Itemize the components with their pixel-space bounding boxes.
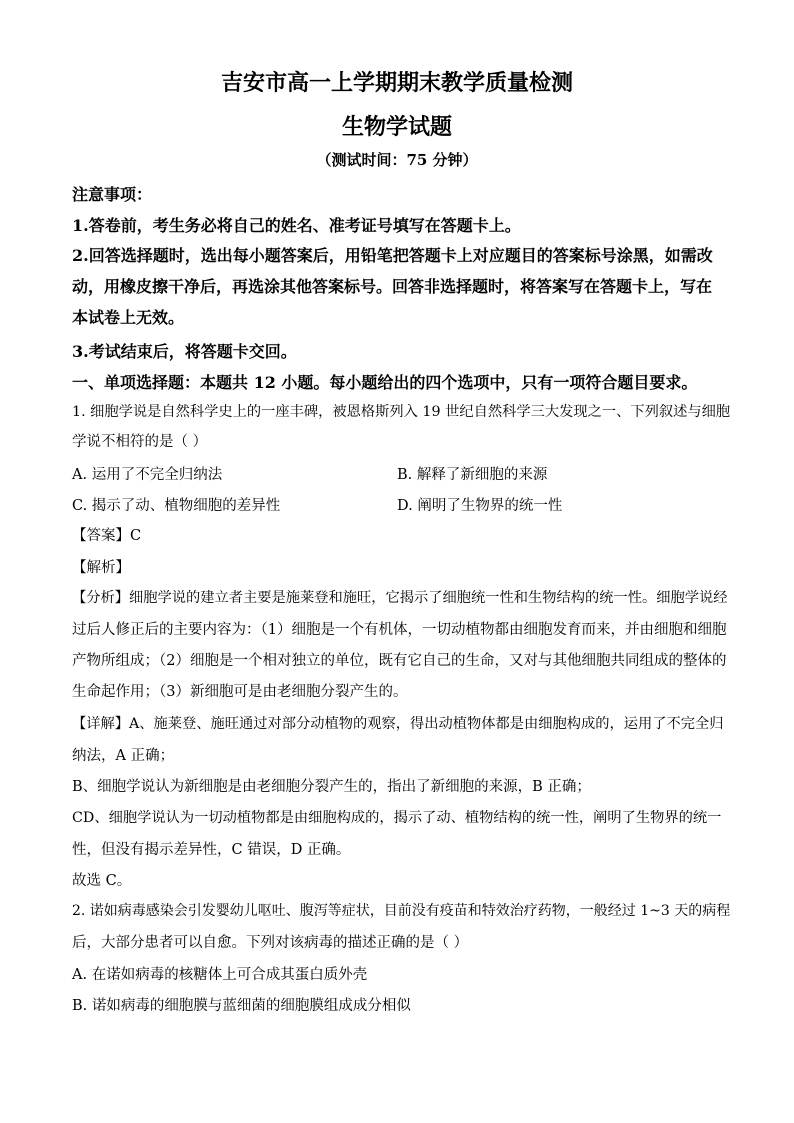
q1-stem-line-1: 1. 细胞学说是自然科学史上的一座丰碑，被恩格斯列入 19 世纪自然科学三大发现之一、下列叙述与细胞	[72, 404, 731, 420]
q1-detail-line-4: CD、细胞学说认为一切动植物都是由细胞构成的，揭示了动、植物结构的统一性，阐明了生物界的统一	[72, 810, 722, 826]
note-item-2-line-1: 2.回答选择题时，选出每小题答案后，用铅笔把答题卡上对应题目的答案标号涂黑，如需改	[72, 246, 713, 265]
q1-option-d: D. 阐明了生物界的统一性	[397, 498, 563, 514]
q1-option-a: A. 运用了不完全归纳法	[72, 467, 223, 483]
note-item-3: 3.考试结束后，将答题卡交回。	[72, 342, 297, 361]
q2-option-a: A. 在诺如病毒的核糖体上可合成其蛋白质外壳	[72, 967, 368, 983]
q1-stem-line-2: 学说不相符的是（ ）	[72, 434, 208, 450]
q2-stem-line-2: 后，大部分患者可以自愈。下列对该病毒的描述正确的是（ ）	[72, 935, 469, 951]
q1-detail-line-2: 纳法，A 正确；	[72, 748, 175, 764]
exam-subtitle: 生物学试题	[341, 114, 452, 140]
note-item-1: 1.答卷前，考生务必将自己的姓名、准考证号填写在答题卡上。	[72, 216, 521, 235]
q1-fenxi-line-4: 生命起作用；（3）新细胞可是由老细胞分裂产生的。	[72, 684, 408, 700]
q1-option-b: B. 解释了新细胞的来源	[397, 467, 548, 483]
time-note: （测试时间：75 分钟）	[316, 151, 478, 169]
section-heading: 一、单项选择题：本题共 12 小题。每小题给出的四个选项中，只有一项符合题目要求。	[72, 373, 698, 392]
notes-heading: 注意事项：	[72, 185, 153, 204]
q1-analysis-label: 【解析】	[72, 560, 130, 576]
q1-conclusion: 故选 C。	[72, 873, 132, 889]
exam-title: 吉安市高一上学期期末教学质量检测	[220, 70, 573, 96]
q1-detail-line-5: 性，但没有揭示差异性，C 错误，D 正确。	[72, 842, 351, 858]
q1-fenxi-line-1: 【分析】细胞学说的建立者主要是施莱登和施旺，它揭示了细胞统一性和生物结构的统一性。细胞学说经	[72, 590, 728, 606]
note-item-2-line-2: 动，用橡皮擦干净后，再选涂其他答案标号。回答非选择题时，将答案写在答题卡上，写在	[72, 277, 713, 296]
q1-fenxi-line-3: 产物所组成；（2）细胞是一个相对独立的单位，既有它自己的生命，又对与其他细胞共同组成的整体的	[72, 653, 727, 669]
q1-option-c: C. 揭示了动、植物细胞的差异性	[72, 498, 281, 514]
q1-answer: 【答案】C	[72, 528, 142, 544]
q1-fenxi-line-2: 过后人修正后的主要内容为：（1）细胞是一个有机体，一切动植物都由细胞发育而来，并由细胞和细胞	[72, 622, 727, 638]
q2-stem-line-1: 2. 诺如病毒感染会引发婴幼儿呕吐、腹泻等症状，目前没有疫苗和特效治疗药物，一般经过 1~3 天的病程	[72, 903, 731, 919]
q1-detail-line-1: 【详解】A、施莱登、施旺通过对部分动植物的观察，得出动植物体都是由细胞构成的，运用了不完全归	[72, 716, 724, 732]
q2-option-b: B. 诺如病毒的细胞膜与蓝细菌的细胞膜组成成分相似	[72, 998, 411, 1014]
q1-detail-line-3: B、细胞学说认为新细胞是由老细胞分裂产生的，指出了新细胞的来源，B 正确；	[72, 779, 591, 795]
note-item-2-line-3: 本试卷上无效。	[72, 308, 185, 327]
